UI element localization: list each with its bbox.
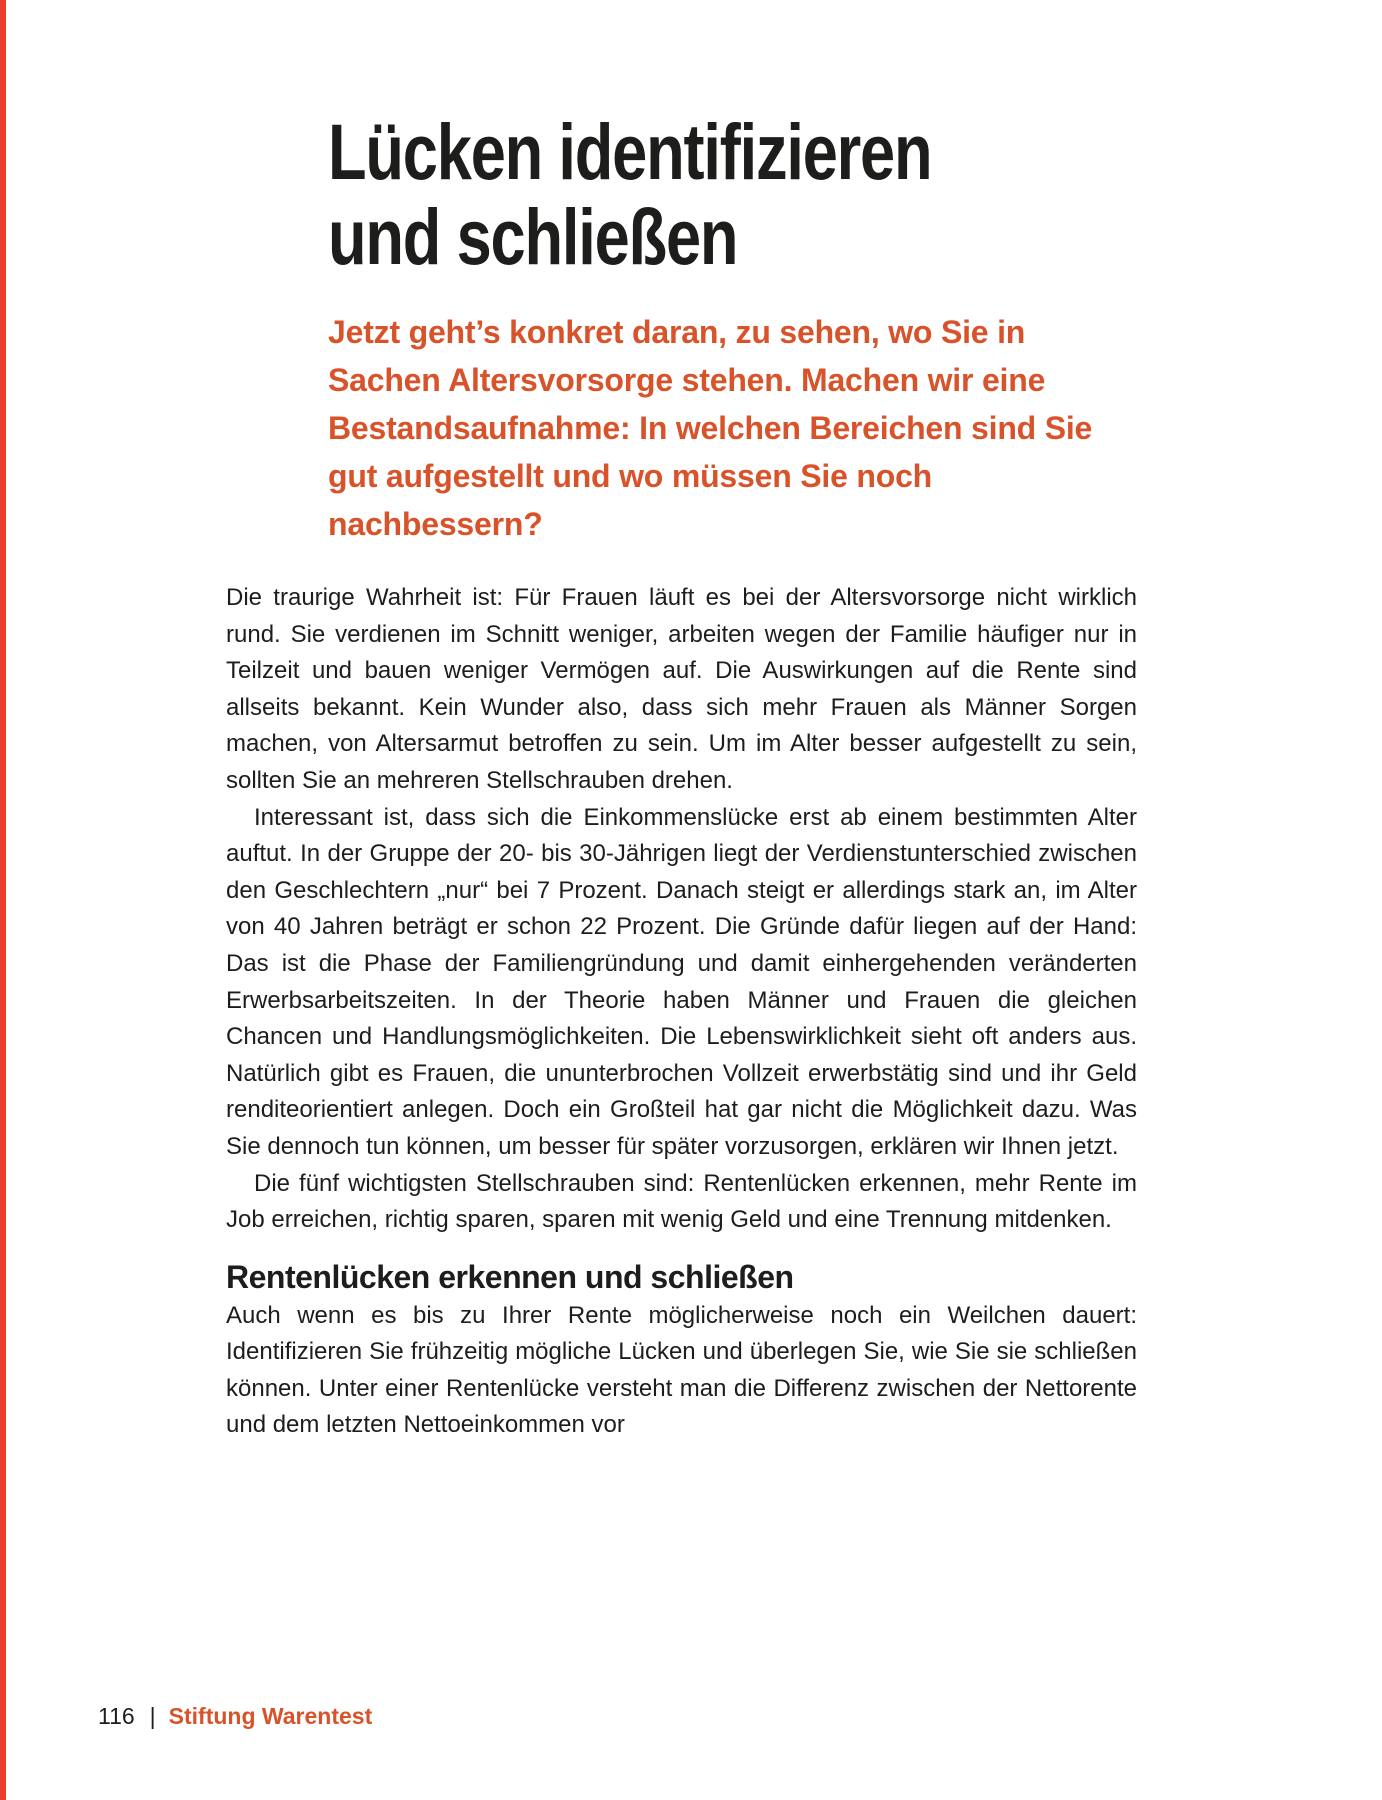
- section-subheading: Rentenlücken erkennen und schließen: [226, 1258, 794, 1295]
- page-title-line: Lücken identifizieren: [328, 107, 932, 196]
- page-title-line: und schließen: [328, 192, 738, 281]
- intro-paragraph: Jetzt geht’s konkret daran, zu sehen, wo Sie in Sachen Altersvorsorge stehen. Machen wir eine Bestandsaufnahme: In welchen Bereichen sind Sie gut aufgestellt und wo müssen Sie noch nachbessern?: [328, 314, 1093, 542]
- footer-separator: |: [149, 1703, 156, 1729]
- page-footer: [98, 1701, 372, 1731]
- publisher-name: Stiftung Warentest: [168, 1703, 373, 1729]
- chapter-edge-marker: [0, 0, 6, 1800]
- body-paragraph: Die traurige Wahrheit ist: Für Frauen läuft es bei der Altersvorsorge nicht wirklich rund. Sie verdienen im Schnitt weniger, arbeiten wegen der Familie häufiger nur in Teilzeit und bauen weniger Vermögen auf. Die Auswirkungen auf die Rente sind allseits bekannt. Kein Wunder also, dass sich mehr Frauen als Männer Sorgen machen, von Altersarmut betroffen zu sein. Um im Alter besser aufgestellt zu sein, sollten Sie an mehreren Stellschrauben drehen.: [226, 584, 1137, 794]
- body-paragraph: Interessant ist, dass sich die Einkommenslücke erst ab einem bestimmten Alter auftut. In der Gruppe der 20- bis 30-Jährigen liegt der Verdienstunterschied zwischen den Geschlechtern „nur“ bei 7 Prozent. Danach steigt er allerdings stark an, im Alter von 40 Jahren beträgt er schon 22 Prozent. Die Gründe dafür liegen auf der Hand: Das ist die Phase der Familiengründung und damit einhergehenden veränderten Erwerbsarbeitszeiten. In der Theorie haben Männer und Frauen die gleichen Chancen und Handlungsmöglichkeiten. Die Lebenswirklichkeit sieht oft anders aus. Natürlich gibt es Frauen, die ununterbrochen Vollzeit erwerbstätig sind und ihr Geld renditeorientiert anlegen. Doch ein Großteil hat gar nicht die Möglichkeit dazu. Was Sie dennoch tun können, um besser für später vorzusorgen, erklären wir Ihnen jetzt.: [226, 803, 1137, 1160]
- body-paragraph: Die fünf wichtigsten Stellschrauben sind: Rentenlücken erkennen, mehr Rente im Job erreichen, richtig sparen, sparen mit wenig Geld und eine Trennung mitdenken.: [226, 1169, 1137, 1234]
- body-column: [226, 580, 1137, 1444]
- section-paragraph: Auch wenn es bis zu Ihrer Rente möglicherweise noch ein Weilchen dauert: Identifizieren Sie frühzeitig mögliche Lücken und überlegen Sie, wie Sie sie schließen können. Unter einer Rentenlücke versteht man die Differenz zwischen der Nettorente und dem letzten Nettoeinkommen vor: [226, 1301, 1137, 1439]
- body-paragraphs: [226, 580, 1137, 1239]
- page-number: 116: [98, 1703, 135, 1729]
- page-title: [328, 109, 931, 279]
